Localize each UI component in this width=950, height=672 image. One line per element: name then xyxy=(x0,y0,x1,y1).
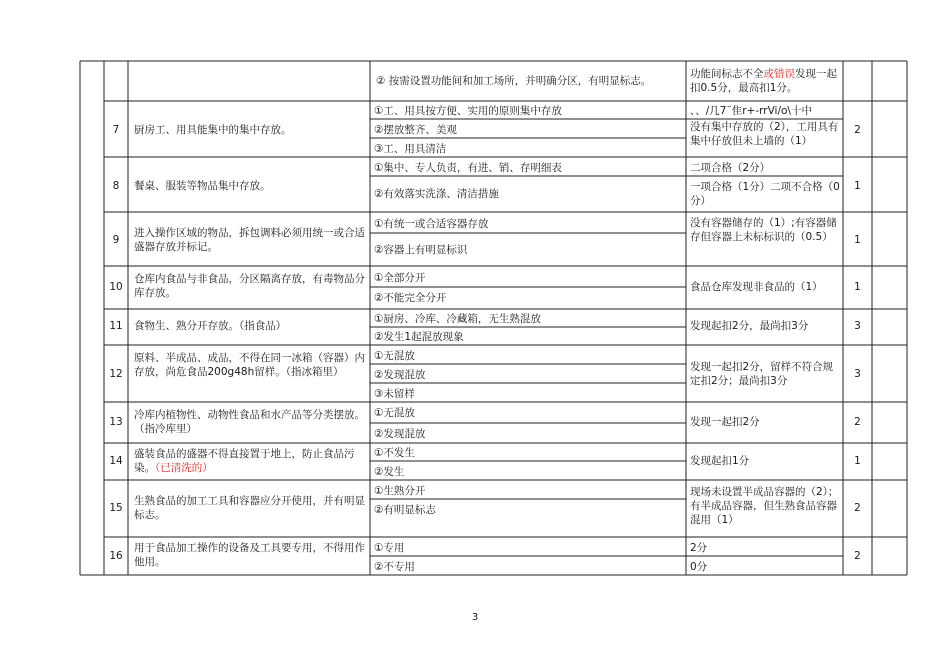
requirement-option: ③未留样 xyxy=(374,388,415,400)
item-number: 7 xyxy=(112,124,120,136)
item-description: 餐桌、服装等物品集中存放。 xyxy=(134,180,271,192)
requirement-option: ②容器上有明显标识 xyxy=(374,244,468,256)
deduction-text: 一项合格（1分）二项不合格（0分） xyxy=(690,181,840,207)
requirement-option: ①无混放 xyxy=(374,407,415,419)
item-number: 10 xyxy=(109,281,123,293)
deduction-text: 、、/几7¨隹r+-rrVi/o\十中 xyxy=(690,105,812,117)
requirement-option: ①全部分开 xyxy=(374,272,426,284)
item-description: 原料、半成品、成品，不得在同一冰箱（容器）内存放，尚危食品200g48h留样。（指冰箱里） xyxy=(134,352,365,378)
item-description xyxy=(134,447,366,475)
deduction-highlight: 或错误 xyxy=(763,68,795,80)
score-value: 1 xyxy=(854,455,861,467)
deduction-text: 没有集中存放的（2），工用具有集中仔放但未上墙的（1） xyxy=(690,121,839,147)
deduction-text: 食品仓库发现非食品的（1） xyxy=(690,281,823,293)
requirement-option: ①厨房、冷库、冷藏箱，无生熟混放 xyxy=(374,313,541,325)
requirement-option: ②发现混放 xyxy=(374,428,426,440)
deduction-text: 发现一起扣2分，留样不符合规定扣2分；最尚扣3分 xyxy=(690,361,834,387)
item-number: 15 xyxy=(109,502,123,514)
deduction-text: 0分 xyxy=(690,561,708,573)
score-value: 1 xyxy=(854,281,861,293)
score-value: 2 xyxy=(854,416,861,428)
score-value: 2 xyxy=(854,502,861,514)
item-description: 仓库内食品与非食品，分区隔离存放，有毒物品分库存放。 xyxy=(134,273,365,299)
requirement-option: ②发生 xyxy=(374,466,405,478)
requirement-option: ①生熟分开 xyxy=(374,485,426,497)
requirement-option: ③工、用具清洁 xyxy=(374,143,447,155)
requirement-option: ②发生1起混放现象 xyxy=(374,331,464,343)
item-number: 13 xyxy=(109,416,123,428)
item-description-text: 盛装食品的盛器不得直接置于地上，防止食品污染。 xyxy=(134,448,355,474)
item-number: 14 xyxy=(109,455,123,467)
requirement-text: ② 按需设置功能间和加工场所，并明确分区，有明显标志。 xyxy=(376,75,652,87)
requirement-option: ①集中、专人负责，有进、销、存明细表 xyxy=(374,162,562,174)
deduction-text-part: 功能间标志不全 xyxy=(690,68,764,80)
score-value: 2 xyxy=(854,550,861,562)
deduction-text: 发现一起扣2分 xyxy=(690,416,760,428)
requirement-option: ②不能完全分开 xyxy=(374,292,447,304)
deduction-text: 发现起扣1分 xyxy=(690,455,750,467)
item-description: 生熟食品的加工工具和容器应分开使用，并有明显标志。 xyxy=(134,495,365,521)
requirement-option: ②有明显标志 xyxy=(374,504,436,516)
item-description: 用于食品加工操作的设备及工具要专用，不得用作他用。 xyxy=(134,542,365,568)
item-description: 厨房工、用具能集中的集中存放。 xyxy=(134,124,292,136)
deduction-text: 发现起扣2分，最尚扣3分 xyxy=(690,320,809,332)
deduction-text: 2分 xyxy=(690,542,708,554)
score-value: 1 xyxy=(854,234,861,246)
requirement-option: ①专用 xyxy=(374,542,405,554)
deduction-text-part: 发现一起扣0.5分，最高扣1分。 xyxy=(690,68,837,94)
item-description-highlight: （已清洗的） xyxy=(155,462,213,474)
item-description: 进入操作区域的物品，拆包调料必须用统一或合适盛器存放并标记。 xyxy=(134,227,365,253)
deduction-text: 现场未设置半成品容器的（2）；有半成品容器，但生熟食品容器混用（1） xyxy=(690,486,839,526)
requirement-option: ②不专用 xyxy=(374,561,415,573)
requirement-option: ②发现混放 xyxy=(374,369,426,381)
item-description: 食物生、熟分开存放。（指食品） xyxy=(134,320,287,332)
item-number: 16 xyxy=(109,550,123,562)
page-number: 3 xyxy=(471,612,479,623)
requirement-option: ①不发生 xyxy=(374,447,415,459)
score-value: 3 xyxy=(854,368,861,380)
deduction-text: 二项合格（2分） xyxy=(690,162,771,174)
item-number: 11 xyxy=(109,320,123,332)
score-value: 2 xyxy=(854,124,861,136)
requirement-option: ②摆放整齐、美观 xyxy=(374,124,457,136)
requirement-option: ①无混放 xyxy=(374,350,415,362)
item-number: 12 xyxy=(109,368,123,380)
requirement-option: ②有效落实洗涤、清洁措施 xyxy=(374,188,499,200)
requirement-option: ①有统一或合适容器存放 xyxy=(374,218,489,230)
item-number: 8 xyxy=(112,180,120,192)
item-number: 9 xyxy=(112,234,120,246)
requirement-option: ①工、用具按方便、实用的原则集中存放 xyxy=(374,105,562,117)
item-description: 冷库内植物性、动物性食品和水产品等分类摆放。（指冷库里） xyxy=(134,409,365,435)
score-value: 1 xyxy=(854,180,861,192)
score-value: 3 xyxy=(854,320,861,332)
deduction-text xyxy=(690,67,842,95)
deduction-text: 没有容器储存的（1）;有容器储存但容器上未标标识的（0.5） xyxy=(690,217,837,243)
